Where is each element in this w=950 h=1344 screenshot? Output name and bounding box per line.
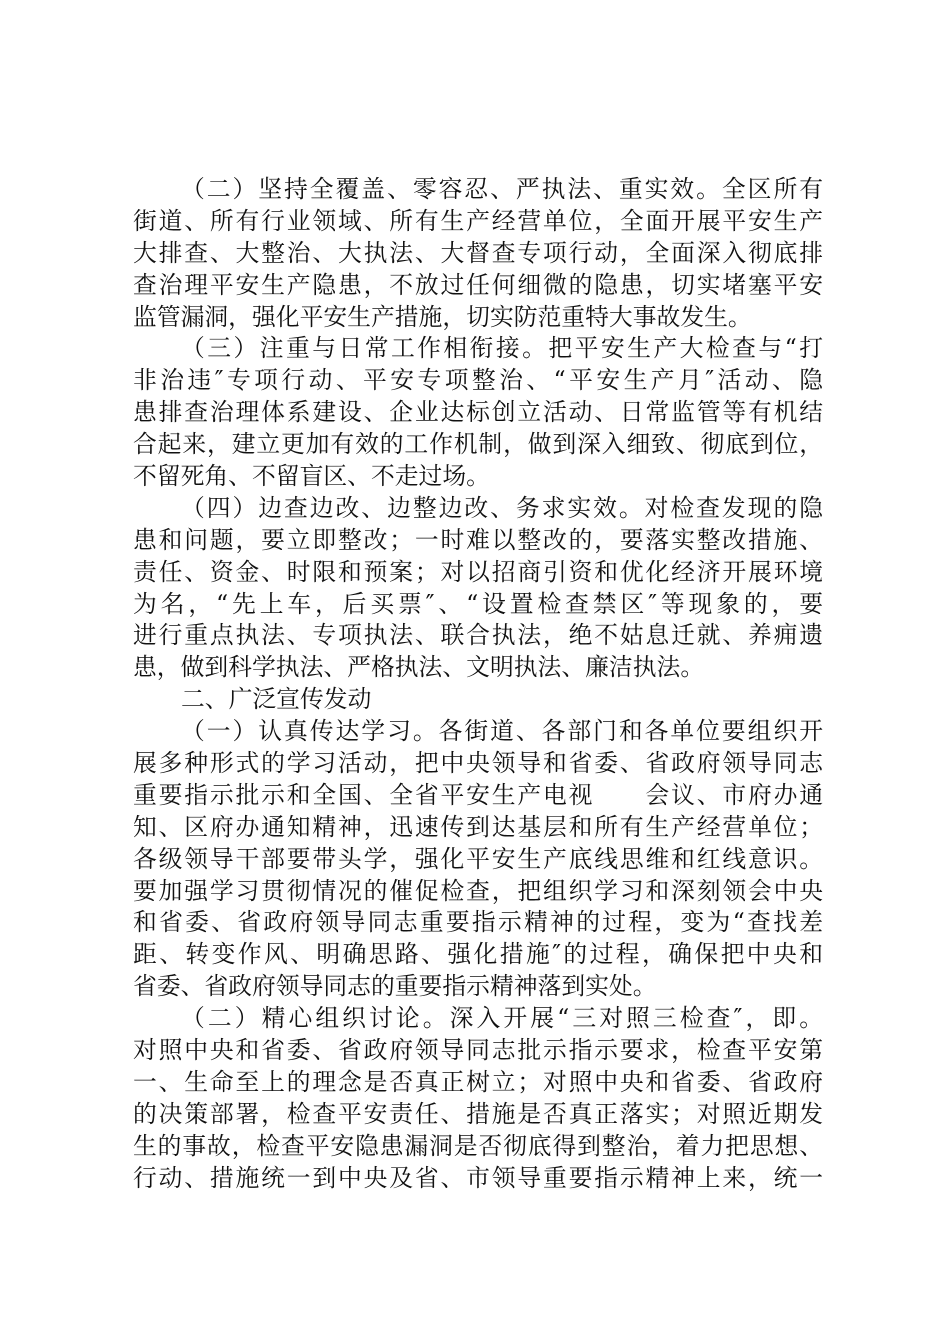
paragraph-line: 患排查治理体系建设、企业达标创立活动、日常监管等有机结 [133,398,823,427]
paragraph-line: 街道、所有行业领域、所有生产经营单位，全面开展平安生产 [133,206,823,235]
body-text [133,174,823,1195]
paragraph-line: （三）注重与日常工作相衔接。把平安生产大检查与“打 [181,334,823,363]
paragraph-line: 合起来，建立更加有效的工作机制，做到深入细致、彻底到位， [133,430,823,459]
paragraph-line: 对照中央和省委、省政府领导同志批示指示要求，检查平安第 [133,1036,823,1065]
paragraph-line: 和省委、省政府领导同志重要指示精神的过程，变为“查找差 [133,908,823,937]
section-heading: 二、广泛宣传发动 [181,685,372,714]
paragraph-line: 省委、省政府领导同志的重要指示精神落到实处。 [133,972,657,1001]
paragraph-line: 监管漏洞，强化平安生产措施，切实防范重特大事故发生。 [133,302,752,331]
paragraph-line: 距、转变作风、明确思路、强化措施″的过程，确保把中央和 [133,940,823,969]
paragraph-line: 大排查、大整治、大执法、大督查专项行动，全面深入彻底排 [133,238,823,267]
paragraph-line: 患，做到科学执法、严格执法、文明执法、廉洁执法。 [133,653,705,682]
paragraph-line: 患和问题，要立即整改；一时难以整改的，要落实整改措施、 [133,525,823,554]
paragraph-line: 的决策部署，检查平安责任、措施是否真正落实；对照近期发 [133,1099,823,1128]
paragraph-line: 责任、资金、时限和预案；对以招商引资和优化经济开展环境 [133,557,823,586]
paragraph-line: （二）坚持全覆盖、零容忍、严执法、重实效。全区所有 [181,175,823,203]
paragraph-line: 要加强学习贯彻情况的催促检查，把组织学习和深刻领会中央 [133,876,823,905]
paragraph-line: 知、区府办通知精神，迅速传到达基层和所有生产经营单位； [133,812,823,841]
paragraph-line: 非治违″专项行动、平安专项整治、“平安生产月″活动、隐 [133,366,823,395]
paragraph-line: 各级领导干部要带头学，强化平安生产底线思维和红线意识。 [133,844,823,873]
paragraph-line: 一、生命至上的理念是否真正树立；对照中央和省委、省政府 [133,1067,823,1096]
paragraph-line: 查治理平安生产隐患，不放过任何细微的隐患，切实堵塞平安 [133,270,823,299]
paragraph-line: 为名，“先上车，后买票″、“设置检查禁区″等现象的，要 [133,589,823,618]
paragraph-line: 展多种形式的学习活动，把中央领导和省委、省政府领导同志 [133,749,823,778]
paragraph-line: 进行重点执法、专项执法、联合执法，绝不姑息迁就、养痈遗 [133,621,823,650]
paragraph-line: （一）认真传达学习。各街道、各部门和各单位要组织开 [181,717,823,746]
paragraph-line: 生的事故，检查平安隐患漏洞是否彻底得到整治，着力把思想、 [133,1131,823,1160]
paragraph-line: （二）精心组织讨论。深入开展“三对照三检查″，即。 [181,1004,823,1033]
paragraph-line: 重要指示批示和全国、全省平安生产电视 会议、市府办通 [133,780,823,809]
paragraph-line: 不留死角、不留盲区、不走过场。 [133,462,490,491]
paragraph-line: （四）边查边改、边整边改、务求实效。对检查发现的隐 [181,493,823,522]
paragraph-line: 行动、措施统一到中央及省、市领导重要指示精神上来，统一 [133,1163,823,1192]
